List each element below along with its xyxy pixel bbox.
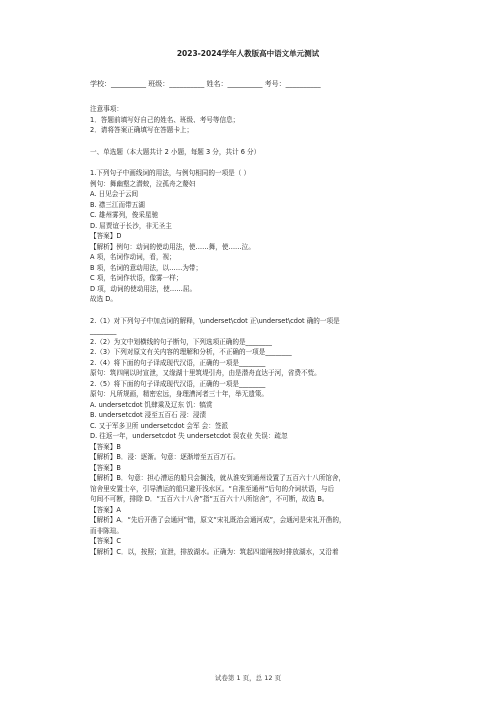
text-line: 1．答题前填写好自己的姓名、班级、考号等信息；	[90, 115, 240, 124]
text-line: 而非陈瑄。	[90, 526, 123, 535]
text-line: 故选 D。	[90, 295, 117, 303]
text-line: 【解析】例句：动词的使动用法，使……舞，使……泣。	[90, 242, 255, 251]
text-line: 一、单选题（本大题共计 2 小题，每题 3 分，共计 6 分）	[90, 147, 261, 156]
text-line: 2.（5）将下面的句子译成现代汉语，正确的一项是________	[90, 379, 266, 388]
text-line: 2．请将答案正确填写在答题卡上；	[90, 126, 194, 134]
text-line: 2.（1）对下列句子中加点词的解释，\underset\cdot 正\underset\cdot 确的一项是	[90, 316, 340, 325]
text-line: B. 襟三江而带五湖	[90, 200, 145, 209]
text-line: 原句：筑四闸以时宣泄，又缘湖十里筑堤引舟，由是潜舟直达于河，省费不赀。	[90, 369, 321, 377]
text-line: 【答案】B	[90, 442, 121, 451]
text-line: 2.（3）下列对原文有关内容的理解和分析，不正确的一项是________	[90, 348, 292, 356]
text-line: 【解析】B．句意：担心漕运的船只会搁浅，就从淮安到通州设置了五百六十八所馆舍，	[90, 474, 346, 482]
question-body	[90, 104, 420, 557]
text-line: 2.（4）将下面的句子译成现代汉语，正确的一项是________	[90, 358, 266, 367]
text-line: 1.下列句子中画线词的用法，与例句相同的一项是（ ）	[90, 169, 251, 177]
text-line: D. 屈贾谊于长沙，非无圣主	[90, 221, 172, 230]
text-line: 【答案】C	[90, 537, 121, 545]
text-line: 2.（2）为文中划横线的句子断句，下列选项正确的是________	[90, 337, 272, 346]
text-line: 【解析】A．“先后开凿了会通河”错，原文“宋礼既治会通河成”，会通河是宋礼开凿的，	[90, 516, 346, 524]
text-line: A 项，名词作动词，看，视；	[90, 253, 176, 261]
text-line: A. undersetcdot 饥肆乘及辽东 饥：犒赏	[90, 400, 213, 409]
text-line: 【答案】B	[90, 463, 121, 472]
text-line: 馆舍里安置士卒，引导漕运的船只避开浅水区。“自淮至通州”后句的介词状语，与后	[90, 484, 335, 493]
text-line: 【解析】C．以，按照；宣泄，排放湖水。正确为：筑起四道闸按时排放湖水，又沿着	[90, 547, 339, 556]
text-line: D. 往返一年，undersetcdot 失 undersetcdot 误农业 失误：疏忽	[90, 432, 288, 440]
text-line: D 项，动词的使动用法，使……屈。	[90, 284, 197, 293]
text-line: 句间不可断，排除 D．“五百六十八舍”指“五百六十八所馆舍”，不可断，故选 B。	[90, 495, 329, 503]
text-line: B 项，名词的意动用法，以……为带；	[90, 263, 203, 272]
text-line: C. 又于军多卫所 undersetcdot 会军 会：签派	[90, 421, 229, 430]
text-line: C 项，名词作状语，像雾一样；	[90, 274, 183, 282]
page-title: 2023-2024学年人教版高中语文单元测试	[176, 49, 320, 58]
text-line: ________	[90, 327, 117, 335]
text-line: 例句：舞幽壑之潜蛟，泣孤舟之嫠妇	[90, 179, 196, 188]
text-line: 原句：凡所规画，精密宏远，身理漕河者三十年，举无遗策。	[90, 390, 269, 398]
text-line: A. 日见会于云间	[90, 190, 139, 198]
text-line: B. undersetcdot 浸至五百石 浸：浸渍	[90, 411, 207, 419]
text-line: 【答案】A	[90, 505, 121, 514]
student-info-line: 学校：__________ 班级：__________ 姓名：__________ 考号：__________	[90, 80, 321, 88]
text-line: 【答案】D	[90, 232, 122, 240]
text-line: 【解析】B．浸：逐渐。句意：逐渐增至五百万石。	[90, 453, 240, 461]
text-line: C. 雄州雾列，俊采星驰	[90, 211, 159, 219]
text-line: 注意事项：	[90, 105, 123, 113]
page-footer: 试卷第 1 页，总 12 页	[214, 674, 282, 682]
